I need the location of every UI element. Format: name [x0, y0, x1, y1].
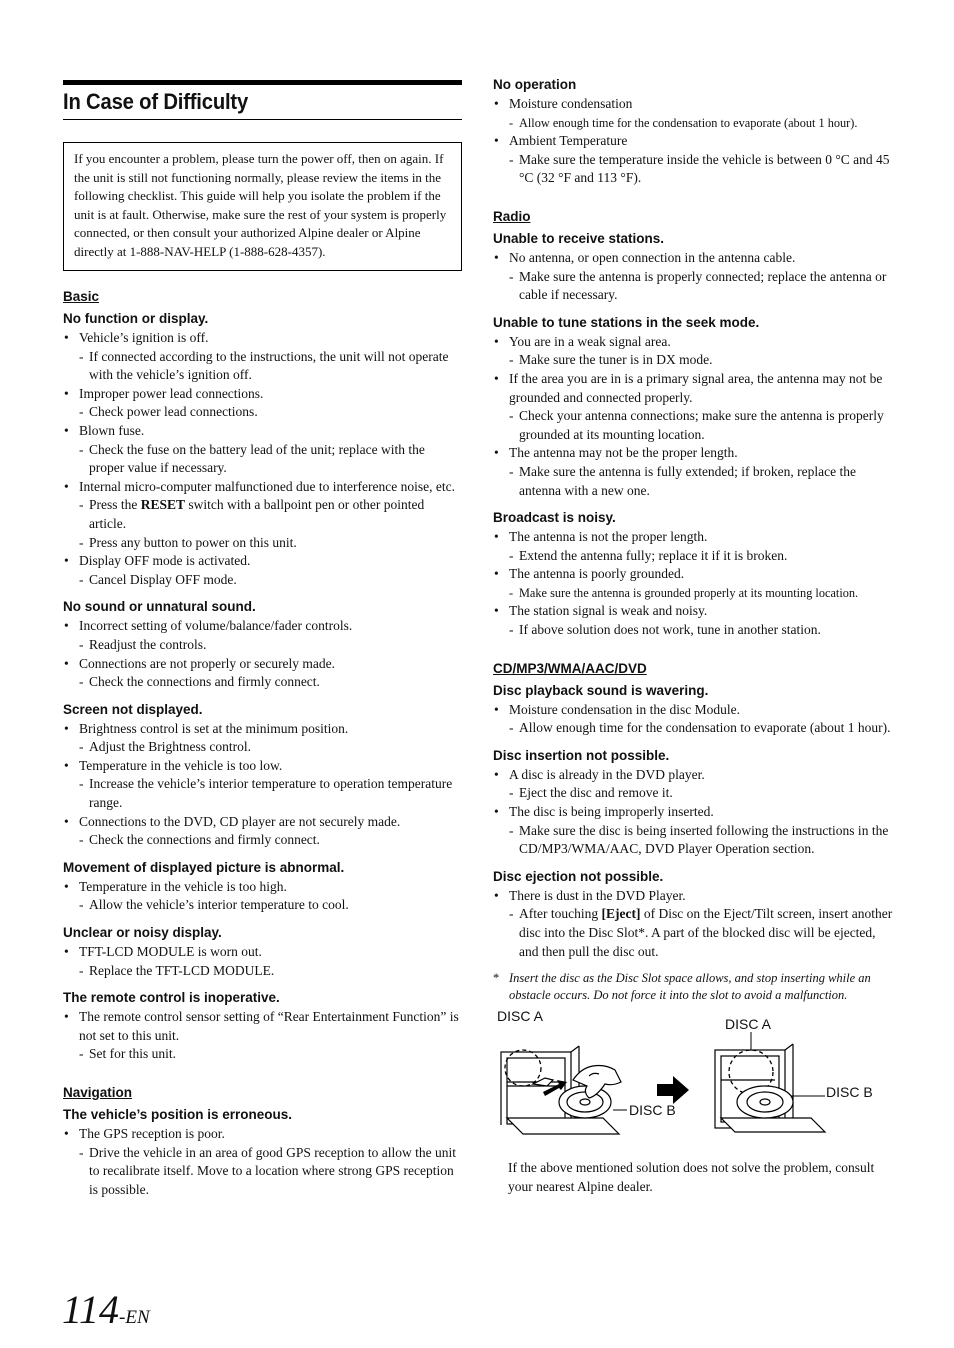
- cause-item: • Incorrect setting of volume/balance/fader controls. - Readjust the controls.: [63, 617, 462, 654]
- disc-illustration-svg: [493, 1010, 893, 1145]
- issue-disc-ejection: [493, 868, 893, 961]
- solution-item: - Set for this unit.: [79, 1046, 176, 1062]
- issue-title: No sound or unnatural sound.: [63, 599, 256, 615]
- solution-item: - Check the connections and firmly connect.: [79, 674, 320, 690]
- footnote-mark: *: [493, 971, 500, 986]
- reset-switch-label: RESET: [140, 497, 186, 513]
- issue-unclear-display: [63, 924, 462, 980]
- next-step-arrow: [657, 1076, 689, 1104]
- issue-title: The remote control is inoperative.: [63, 990, 280, 1006]
- issue-title: Unable to receive stations.: [493, 230, 665, 246]
- footnote: [493, 970, 893, 1004]
- solution-item: - Press any button to power on this unit.: [79, 534, 297, 550]
- issue-title: Disc ejection not possible.: [493, 868, 664, 884]
- solution-item: - Drive the vehicle in an area of good GPS reception to allow the unit to recalibrate itself. Move to a location where strong GPS reception is possible.: [79, 1144, 457, 1197]
- cause-item: • Temperature in the vehicle is too high. - Allow the vehicle’s interior temperature to cool.: [63, 878, 462, 915]
- disc-ejection-illustration: [493, 1010, 893, 1145]
- issue-movement-abnormal: [63, 859, 462, 915]
- cause-item: • A disc is already in the DVD player. - Eject the disc and remove it.: [493, 766, 893, 803]
- solution-item: - Make sure the tuner is in DX mode.: [509, 352, 713, 368]
- cause-item: • Vehicle’s ignition is off. - If connected according to the instructions, the unit will not operate with the vehicle’s ignition off.: [63, 329, 462, 385]
- solution-item: - Adjust the Brightness control.: [79, 739, 251, 755]
- page-number: [62, 1286, 150, 1333]
- solution-item: - Extend the antenna fully; replace it if it is broken.: [509, 547, 788, 563]
- eject-button-label: [Eject]: [601, 906, 641, 922]
- issue-title: The vehicle’s position is erroneous.: [63, 1107, 293, 1122]
- cause-item: • The antenna is not the proper length. - Extend the antenna fully; replace it if it is broken.: [493, 528, 893, 565]
- solution-item: - Make sure the antenna is properly connected; replace the antenna or cable if necessary.: [509, 268, 887, 303]
- disc-b-right: [737, 1086, 793, 1118]
- issue-broadcast-noisy: [493, 509, 893, 640]
- closing-text: If the above mentioned solution does not solve the problem, consult your nearest Alpine dealer.: [508, 1160, 875, 1194]
- cause-item: • Connections are not properly or securely made. - Check the connections and firmly connect.: [63, 655, 462, 692]
- solution-item: - If above solution does not work, tune in another station.: [509, 622, 821, 638]
- cause-item: • Ambient Temperature - Make sure the temperature inside the vehicle is between 0 °C and 45 °C (32 °F and 113 °F).: [493, 132, 893, 188]
- issue-title: Unable to tune stations in the seek mode.: [493, 314, 760, 330]
- cause-item: • The antenna may not be the proper length. - Make sure the antenna is fully extended; if broken, replace the antenna with a new one.: [493, 444, 893, 500]
- label-disc-a-left: DISC A: [497, 1008, 543, 1025]
- solution-item: - Check your antenna connections; make sure the antenna is properly grounded at its mounting location.: [509, 408, 884, 442]
- section-heading-navigation: Navigation: [63, 1085, 133, 1100]
- section-heading-radio: Radio: [493, 208, 531, 224]
- page-title: In Case of Difficulty: [63, 89, 249, 114]
- cause-item: • No antenna, or open connection in the antenna cable. - Make sure the antenna is properly connected; replace the antenna or cable if necessary.: [493, 249, 893, 305]
- page-number-value: 114: [62, 1287, 120, 1332]
- cause-item: • Connections to the DVD, CD player are not securely made. - Check the connections and firmly connect.: [63, 813, 462, 850]
- solution-item: - Check the fuse on the battery lead of the unit; replace with the proper value if necessary.: [79, 441, 425, 476]
- issue-disc-insertion: [493, 747, 893, 859]
- solution-item: - Allow the vehicle’s interior temperature to cool.: [79, 897, 349, 913]
- issue-no-sound: [63, 598, 462, 691]
- page-title-bar: [63, 80, 462, 120]
- solution-item: - If connected according to the instructions, the unit will not operate with the vehicle’s ignition off.: [79, 348, 449, 383]
- issue-screen-not-displayed: [63, 701, 462, 850]
- issue-no-operation: [493, 76, 893, 188]
- solution-item: - Make sure the temperature inside the vehicle is between 0 °C and 45 °C (32 °F and 113 °F).: [509, 151, 890, 186]
- cause-item: • The disc is being improperly inserted. - Make sure the disc is being inserted following the instructions in the CD/MP3/WMA/AAC, DVD Player Operation section.: [493, 803, 893, 859]
- cause-item: • The GPS reception is poor. - Drive the vehicle in an area of good GPS reception to allow the unit to recalibrate itself. Move to a location where strong GPS reception is possible.: [63, 1125, 462, 1199]
- solution-item: - Replace the TFT-LCD MODULE.: [79, 962, 275, 978]
- issue-title: Screen not displayed.: [63, 701, 203, 717]
- issue-title: No function or display.: [63, 311, 209, 326]
- label-disc-b-left: DISC B: [629, 1102, 676, 1119]
- solution-item: - Eject the disc and remove it.: [509, 785, 673, 801]
- issue-title: Disc insertion not possible.: [493, 747, 670, 763]
- issue-title: Movement of displayed picture is abnormal.: [63, 859, 345, 875]
- issue-position-erroneous: [63, 1106, 462, 1199]
- section-heading-disc: CD/MP3/WMA/AAC/DVD: [493, 660, 647, 676]
- cause-item: • You are in a weak signal area. - Make sure the tuner is in DX mode.: [493, 333, 893, 370]
- cause-item: • Brightness control is set at the minimum position. - Adjust the Brightness control.: [63, 720, 462, 757]
- issue-title: Broadcast is noisy.: [493, 510, 616, 526]
- solution-item: - Cancel Display OFF mode.: [79, 571, 237, 587]
- issue-title: Disc playback sound is wavering.: [493, 682, 709, 698]
- intro-box: If you encounter a problem, please turn the power off, then on again. If the unit is still not functioning normally, please review the items in the following checklist. This guide will help you isolate the problem if the unit is at fault. Otherwise, make sure the rest of your system is properly connected, or then consult your authorized Alpine dealer or Alpine directly at 1-888-NAV-HELP (1-888-628-4357).: [63, 142, 462, 271]
- solution-item: - Check power lead connections.: [79, 404, 258, 420]
- issue-no-function: [63, 310, 462, 589]
- issue-unable-receive: [493, 230, 893, 305]
- solution-item: - Increase the vehicle’s interior temperature to operation temperature range.: [79, 776, 453, 811]
- left-column: [63, 80, 462, 1208]
- cause-item: • Improper power lead connections. - Check power lead connections.: [63, 385, 462, 422]
- cause-item: • Temperature in the vehicle is too low. - Increase the vehicle’s interior temperature to operation temperature range.: [63, 757, 462, 813]
- section-heading-basic: Basic: [63, 289, 100, 304]
- solution-item: - Allow enough time for the condensation to evaporate (about 1 hour).: [509, 720, 891, 736]
- solution-item: - Press the RESET switch with a ballpoint pen or other pointed article.: [79, 497, 425, 531]
- footnote-text: Insert the disc as the Disc Slot space allows, and stop inserting while an obstacle occurs. Do not force it into the slot to avoid a malfunction.: [509, 971, 871, 1003]
- solution-item: - Make sure the antenna is grounded properly at its mounting location.: [509, 585, 859, 600]
- solution-item: - Check the connections and firmly connect.: [79, 832, 320, 848]
- label-disc-a-right: DISC A: [725, 1016, 771, 1033]
- cause-item: • Moisture condensation in the disc Module. - Allow enough time for the condensation to evaporate (about 1 hour).: [493, 701, 893, 738]
- issue-disc-wavering: [493, 682, 893, 738]
- issue-title: No operation: [493, 77, 577, 92]
- solution-item: - After touching [Eject] of Disc on the Eject/Tilt screen, insert another disc into the Disc Slot*. A part of the blocked disc will be ejected, and then pull the disc out.: [509, 906, 893, 959]
- label-disc-b-right: DISC B: [826, 1084, 873, 1101]
- issue-remote-inoperative: [63, 989, 462, 1064]
- cause-item: • The station signal is weak and noisy. - If above solution does not work, tune in another station.: [493, 602, 893, 639]
- cause-item: • There is dust in the DVD Player. - After touching [Eject] of Disc on the Eject/Tilt screen, insert another disc into the Disc Slot*. A part of the blocked disc will be ejected, and then pull the disc out.: [493, 887, 893, 961]
- solution-item: - Allow enough time for the condensation to evaporate (about 1 hour).: [509, 115, 858, 130]
- solution-item: - Make sure the antenna is fully extended; if broken, replace the antenna with a new one.: [509, 463, 856, 498]
- solution-item: - Readjust the controls.: [79, 636, 207, 652]
- cause-item: • Moisture condensation - Allow enough time for the condensation to evaporate (about 1 hour).: [493, 95, 893, 132]
- cause-item: • Display OFF mode is activated. - Cancel Display OFF mode.: [63, 552, 462, 589]
- issue-title: Unclear or noisy display.: [63, 925, 222, 941]
- cause-item: • Internal micro-computer malfunctioned due to interference noise, etc. - Press the RESET switch with a ballpoint pen or other pointed article. - Press any button to power on this unit.: [63, 478, 462, 552]
- cause-item: • The remote control sensor setting of “Rear Entertainment Function” is not set to this unit. - Set for this unit.: [63, 1008, 462, 1064]
- page-number-suffix: -EN: [119, 1307, 150, 1328]
- cause-item: • Blown fuse. - Check the fuse on the battery lead of the unit; replace with the proper value if necessary.: [63, 422, 462, 478]
- cause-item: • If the area you are in is a primary signal area, the antenna may not be grounded and connected properly. - Check your antenna connections; make sure the antenna is properly grounded at its mounting location.: [493, 370, 893, 444]
- right-column: [493, 76, 893, 1196]
- cause-item: • TFT-LCD MODULE is worn out. - Replace the TFT-LCD MODULE.: [63, 943, 462, 980]
- issue-seek-mode: [493, 314, 893, 500]
- cause-item: • The antenna is poorly grounded. - Make sure the antenna is grounded properly at its mounting location.: [493, 565, 893, 602]
- solution-item: - Make sure the disc is being inserted following the instructions in the CD/MP3/WMA/AAC, DVD Player Operation section.: [509, 822, 889, 857]
